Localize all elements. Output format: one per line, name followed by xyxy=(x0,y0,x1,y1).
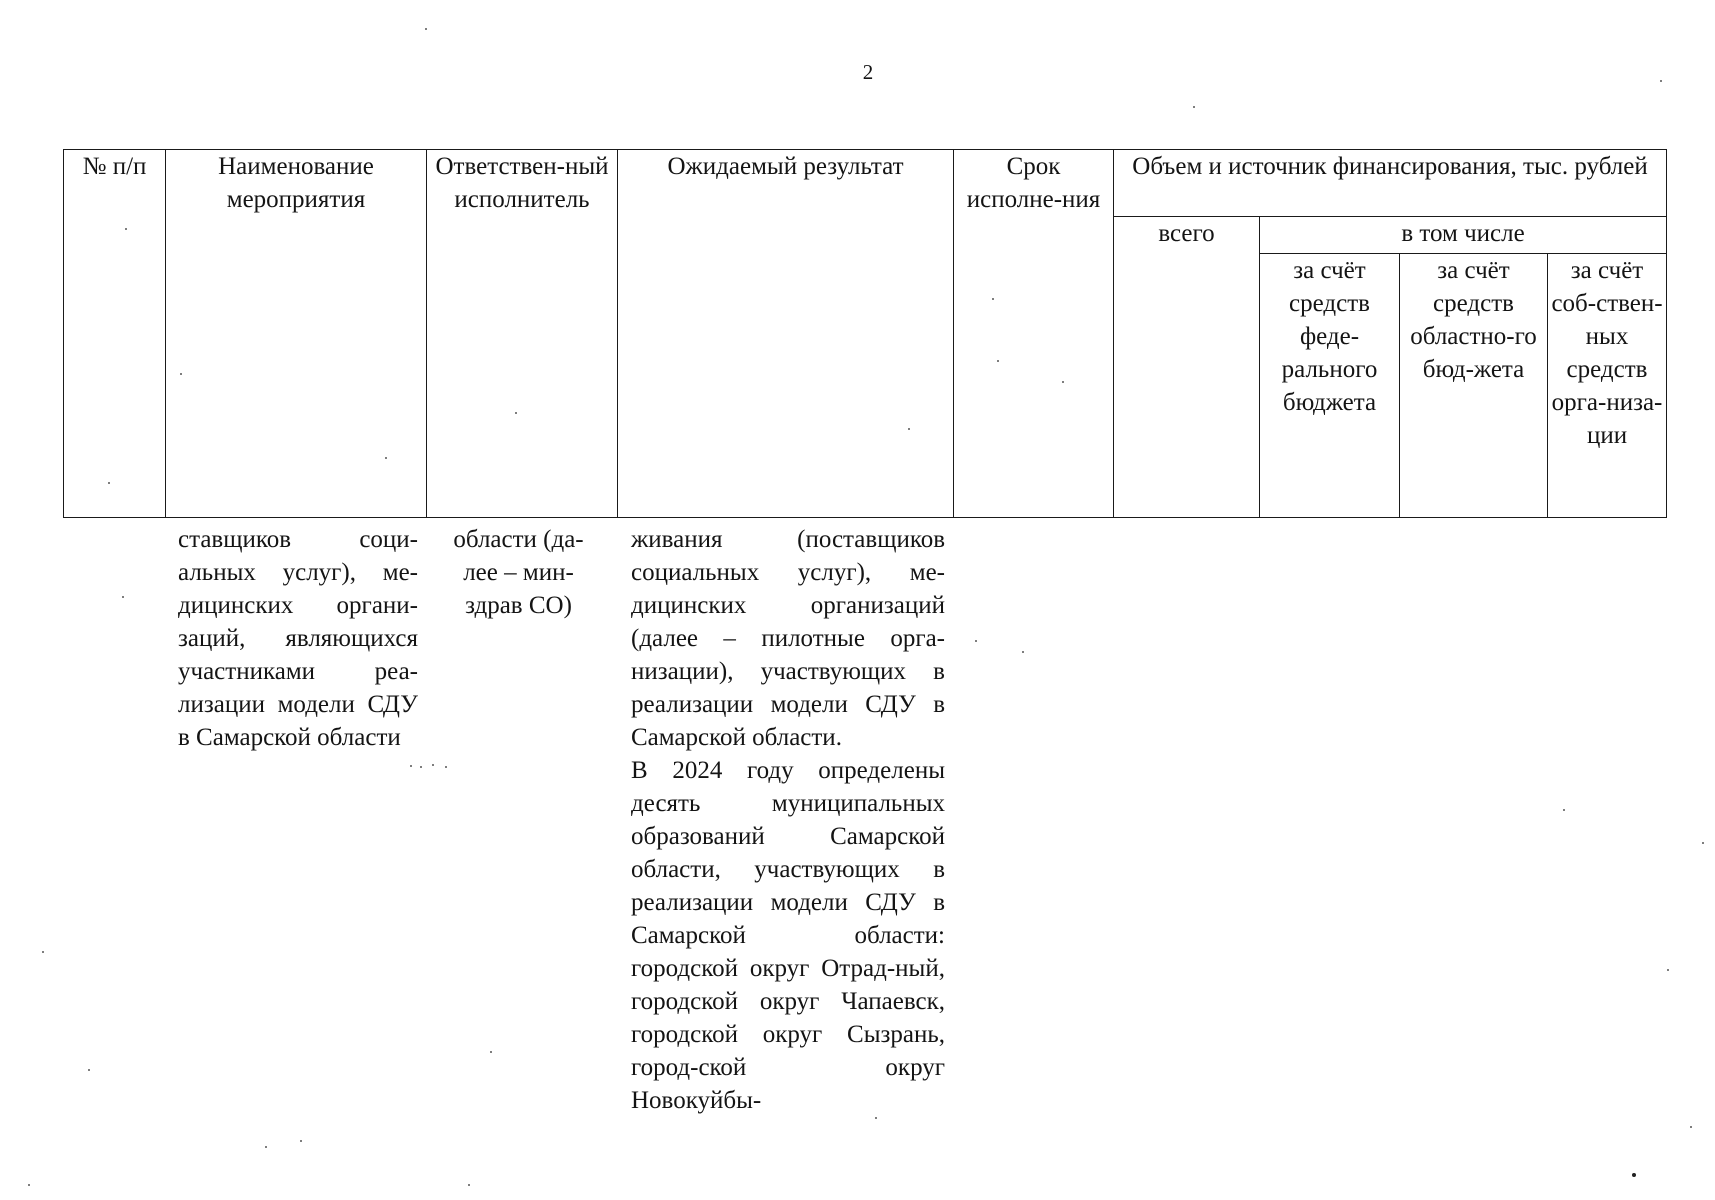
header-name: Наименование мероприятия xyxy=(166,150,427,518)
header-num: № п/п xyxy=(64,150,166,518)
header-total: всего xyxy=(1114,217,1260,518)
result-paragraph: живания (поставщиков социальных услуг), ме-дицинских организаций (далее – пилотные орга-низации), участвующих в реализации модели СДУ в Самарской области. xyxy=(631,526,945,751)
result-paragraph: В 2024 году определены десять муниципальных образований Самарской области, участвующих в реализации модели СДУ в Самарской области: городской округ Отрад-ный, городской округ Чапаевск, городской округ Сызрань, город-ской округ Новокуйбы- xyxy=(631,757,945,1114)
header-executor: Ответствен-ный исполнитель xyxy=(427,150,618,518)
header-including: в том числе xyxy=(1260,217,1667,254)
header-own: за счёт соб-ствен-ных средств орга-низа-ции xyxy=(1548,254,1667,518)
plan-table-header xyxy=(63,149,1667,518)
header-federal: за счёт средств феде-рального бюджета xyxy=(1260,254,1400,518)
header-regional: за счёт средств областно-го бюд-жета xyxy=(1400,254,1548,518)
page-number: 2 xyxy=(862,60,874,84)
header-term: Срок исполне-ния xyxy=(954,150,1114,518)
name-continuation: ставщиков соци-альных услуг), ме-дицинских органи-заций, являющихся участниками реа-лизации модели СДУ в Самарской области xyxy=(178,526,418,751)
header-financing: Объем и источник финансирования, тыс. рублей xyxy=(1114,150,1667,217)
header-result: Ожидаемый результат xyxy=(618,150,954,518)
result-continuation xyxy=(631,523,945,1117)
executor-continuation: области (да-лее – мин-здрав СО) xyxy=(453,526,584,619)
